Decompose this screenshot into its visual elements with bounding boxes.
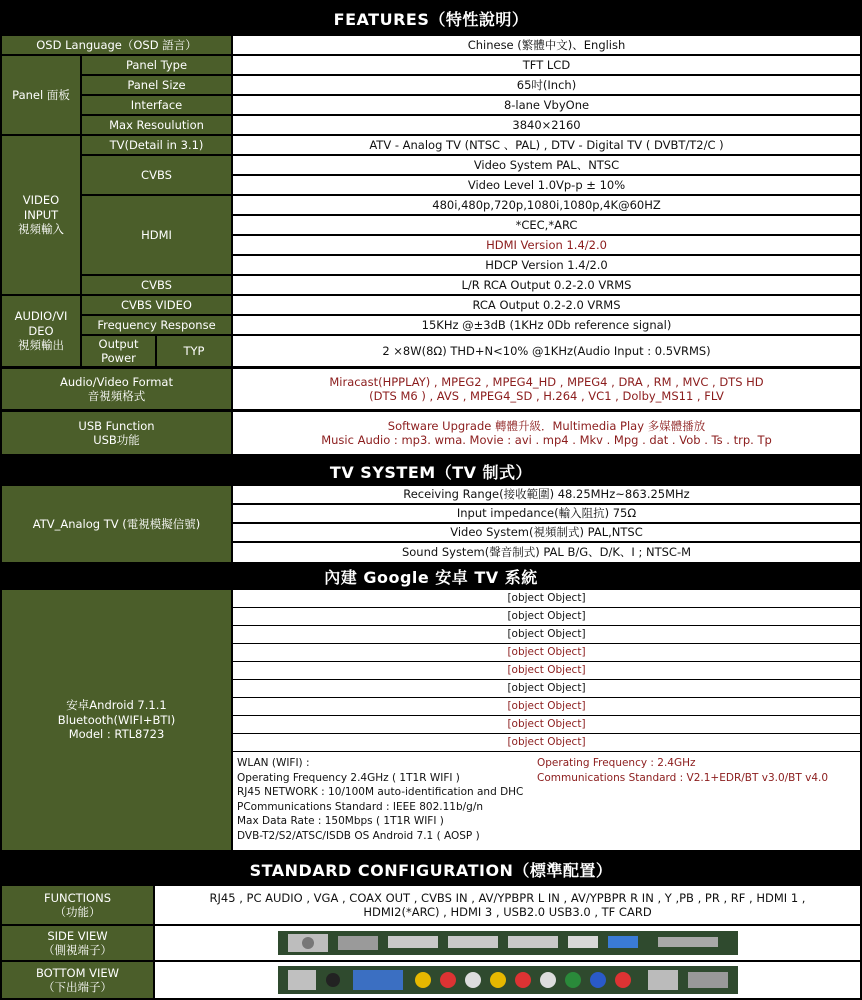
cvbs-video-label: CVBS VIDEO: [82, 296, 231, 314]
android-version: 安卓Android 7.1.1: [66, 698, 167, 713]
output-power-label: [82, 336, 155, 366]
google-row-ddr: [object Object]: [233, 608, 860, 625]
panel-type-label: Panel Type: [82, 56, 231, 74]
functions-value-line1: RJ45 , PC AUDIO , VGA , COAX OUT , CVBS IN , AV/YPBPR L IN , AV/YPBPR R IN , Y ,PB , PR , RF , HDMI 1 ,: [209, 890, 806, 905]
bottom-view-photo-cell: [155, 962, 860, 998]
side-view-label: [2, 926, 153, 960]
wlan-line: PCommunications Standard : IEEE 802.11b/g/n: [237, 800, 484, 813]
usb-function-label: [2, 412, 231, 454]
video-input-label-line3: 視頻輸入: [18, 222, 64, 237]
google-row-emmc: [object Object]: [233, 626, 860, 643]
interface-value: 8-lane VbyOne: [233, 96, 860, 114]
google-row-video-decode: [object Object]: [233, 644, 860, 661]
tv-label: TV(Detail in 3.1): [82, 136, 231, 154]
cvbs-video-value: RCA Output 0.2-2.0 VRMS: [233, 296, 860, 314]
atv-analog-label: ATV_Analog TV (電視模擬信號): [2, 486, 231, 562]
osd-language-value: Chinese (繁體中文)、English: [233, 36, 860, 54]
wlan-line: RJ45 NETWORK : 10/100M auto-identification and DHC: [237, 786, 524, 798]
hdmi-label: HDMI: [82, 196, 231, 274]
google-row-image-decoder: [object Object]: [233, 734, 860, 751]
av-format-line1: Audio/Video Format: [60, 374, 173, 389]
bottom-view-line1: BOTTOM VIEW: [35, 965, 120, 980]
output-power-value: 2 ×8W(8Ω) THD+N<10% @1KHz(Audio Input : 0.5VRMS): [233, 336, 860, 366]
usb-function-value-line2: Music Audio : mp3. wma. Movie : avi . mp4 . Mkv . Mpg . dat . Vob . Ts . trp. Tp: [321, 433, 772, 447]
google-row-google-play: [object Object]: [233, 698, 860, 715]
side-view-photo-cell: [155, 926, 860, 960]
av-format-label: [2, 369, 231, 409]
typ-label: TYP: [157, 336, 231, 366]
bottom-view-label: [2, 962, 153, 998]
wlan-line: WLAN (WIFI) :: [237, 757, 310, 769]
cvbs-audio-label: CVBS: [82, 276, 231, 294]
bluetooth-info: [537, 756, 828, 785]
tv-system-header: TV SYSTEM（TV 制式）: [329, 462, 533, 482]
wlan-line: DVB-T2/S2/ATSC/ISDB OS Android 7.1 ( AOSP ): [237, 829, 480, 842]
receiving-range: Receiving Range(接收範圍) 48.25MHz~863.25MHz: [233, 486, 860, 503]
wlan-line: Max Data Rate : 150Mbps ( 1T1R WIFI ): [237, 815, 444, 827]
hdcp-version: HDCP Version 1.4/2.0: [233, 256, 860, 274]
panel-size-label: Panel Size: [82, 76, 231, 94]
google-row-dolby: [object Object]: [233, 716, 860, 733]
av-format-line2: 音視頻格式: [87, 389, 146, 403]
bluetooth-label: Bluetooth(WIFI+BTI): [57, 712, 176, 727]
functions-value: [155, 886, 860, 924]
google-row-cpu-frequency: [object Object]: [233, 680, 860, 697]
usb-function-line2: USB功能: [93, 433, 140, 447]
video-input-label-line1: VIDEO: [22, 193, 60, 208]
frequency-response-value: 15KHz @±3dB (1KHz 0Db reference signal): [233, 316, 860, 334]
input-impedance: Input impedance(輸入阻抗) 75Ω: [233, 505, 860, 522]
wlan-info: [237, 756, 523, 843]
av-format-value: [233, 369, 860, 409]
max-resolution-label: Max Resoulution: [82, 116, 231, 134]
google-row-audio-decode: [object Object]: [233, 662, 860, 679]
bottom-view-board-image: [278, 964, 738, 996]
osd-language-label: OSD Language（OSD 語言）: [2, 36, 231, 54]
bt-line: Communications Standard : V2.1+EDR/BT v3.0/BT v4.0: [537, 771, 829, 784]
wlan-line: Operating Frequency 2.4GHz ( 1T1R WIFI ): [237, 771, 460, 784]
audio-video-output-label: [2, 296, 80, 366]
side-view-line1: SIDE VIEW: [47, 928, 108, 943]
google-tv-header: 內建 Google 安卓 TV 系統: [324, 567, 538, 587]
output-power-line2: Power: [101, 351, 136, 365]
functions-value-line2: HDMI2(*ARC) , HDMI 3 , USB2.0 USB3.0 , TF CARD: [363, 905, 652, 919]
hdmi-version: HDMI Version 1.4/2.0: [233, 236, 860, 254]
av-format-value-line2: (DTS M6 ) , AVS , MPEG4_SD , H.264 , VC1 , Dolby_MS11 , FLV: [369, 389, 724, 403]
panel-label: Panel 面板: [2, 56, 80, 134]
audio-video-output-line2: DEO: [28, 323, 54, 338]
wlan-block: [233, 752, 860, 850]
google-row-cpu: [object Object]: [233, 590, 860, 607]
hdmi-cec-arc: *CEC,*ARC: [233, 216, 860, 234]
tv-video-system: Video System(視頻制式) PAL,NTSC: [233, 524, 860, 541]
features-header: FEATURES（特性說明）: [333, 9, 529, 29]
android-label: [2, 590, 231, 850]
side-view-line2: （側視端子）: [43, 943, 112, 957]
audio-video-output-line3: 視頻輸出: [18, 338, 64, 353]
cvbs-label: CVBS: [82, 156, 231, 194]
video-input-label-line2: INPUT: [23, 207, 59, 222]
panel-type-value: TFT LCD: [233, 56, 860, 74]
bt-line: Operating Frequency : 2.4GHz: [537, 757, 696, 769]
interface-label: Interface: [82, 96, 231, 114]
sound-system: Sound System(聲音制式) PAL B/G、D/K、I ; NTSC-M: [233, 543, 860, 562]
cvbs-video-system: Video System PAL、NTSC: [233, 156, 860, 174]
panel-size-value: 65吋(Inch): [233, 76, 860, 94]
video-input-label: [2, 136, 80, 294]
usb-function-line1: USB Function: [78, 418, 155, 433]
tv-value: ATV - Analog TV (NTSC 、PAL) , DTV - Digital TV ( DVBT/T2/C ): [233, 136, 860, 154]
audio-video-output-line1: AUDIO/VI: [14, 309, 68, 324]
functions-label: [2, 886, 153, 924]
usb-function-value: [233, 412, 860, 454]
side-view-board-image: [278, 928, 738, 958]
standard-config-header: STANDARD CONFIGURATION（標準配置）: [249, 860, 613, 880]
max-resolution-value: 3840×2160: [233, 116, 860, 134]
functions-label-line2: （功能）: [54, 905, 101, 919]
cvbs-audio-value: L/R RCA Output 0.2-2.0 VRMS: [233, 276, 860, 294]
output-power-line1: Output: [98, 336, 139, 351]
hdmi-resolutions: 480i,480p,720p,1080i,1080p,4K@60HZ: [233, 196, 860, 214]
usb-function-value-line1: Software Upgrade 轉體升級．Multimedia Play 多媒體播放: [387, 418, 706, 433]
bottom-view-line2: （下出端子）: [43, 980, 112, 994]
model-label: Model : RTL8723: [68, 727, 165, 742]
frequency-response-label: Frequency Response: [82, 316, 231, 334]
functions-label-line1: FUNCTIONS: [43, 890, 112, 905]
cvbs-video-level: Video Level 1.0Vp-p ± 10%: [233, 176, 860, 194]
av-format-value-line1: Miracast(HPPLAY) , MPEG2 , MPEG4_HD , MPEG4 , DRA , RM , MVC , DTS HD: [329, 374, 764, 389]
